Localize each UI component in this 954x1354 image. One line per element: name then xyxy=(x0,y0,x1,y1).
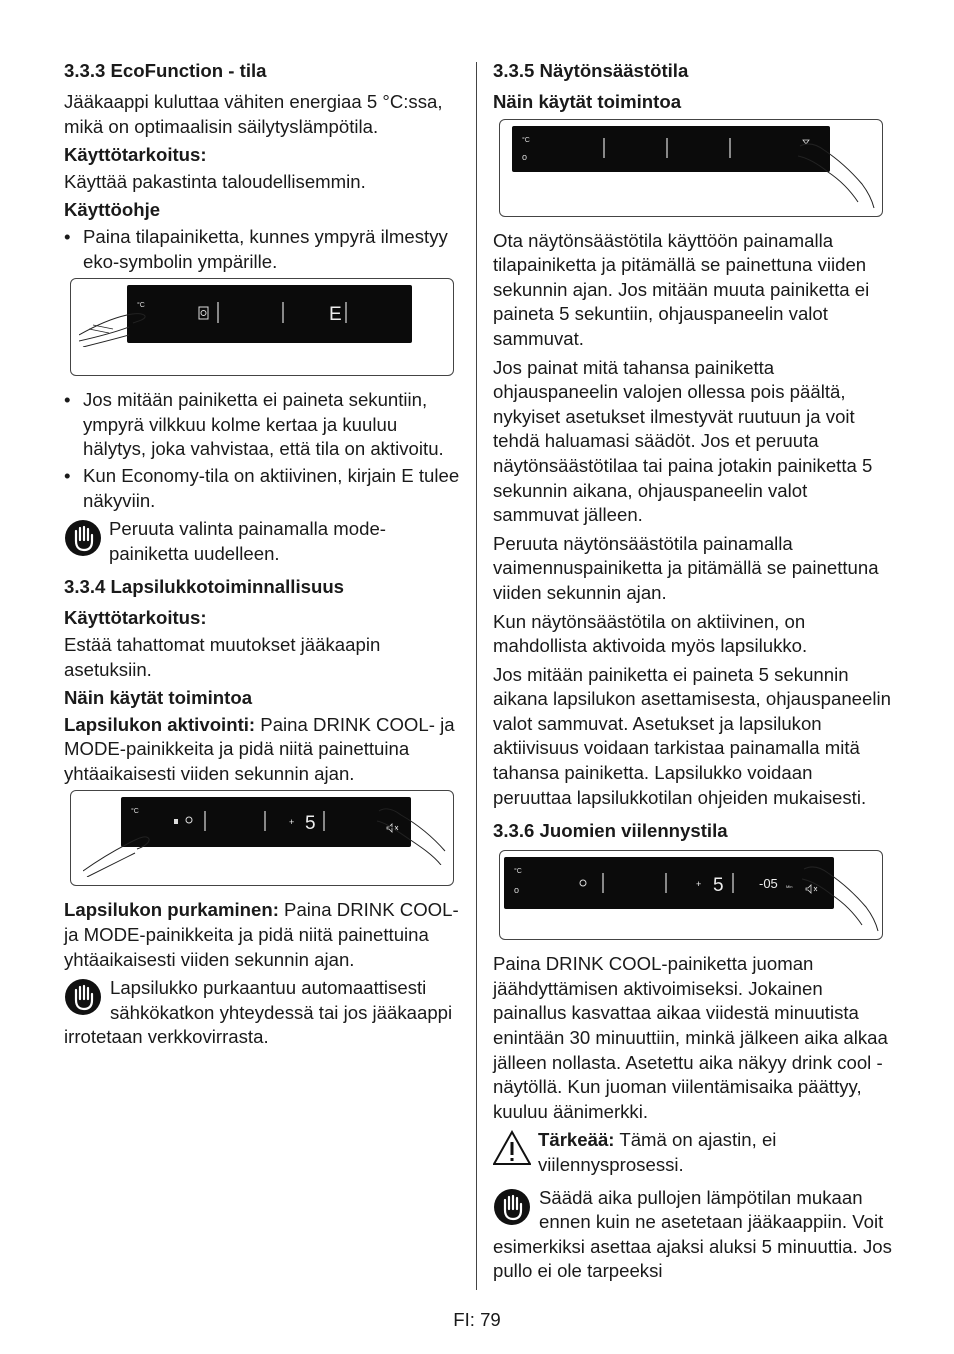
child-note xyxy=(64,976,462,1050)
finger-pointer-icon xyxy=(802,863,882,933)
child-activate-paragraph xyxy=(64,713,462,787)
hand-stop-icon xyxy=(64,519,102,557)
eco-note-text: Peruuta valinta painamalla mode-painiketta uudelleen. xyxy=(109,518,386,564)
saver-howto-label: Näin käytät toimintoa xyxy=(493,91,682,112)
warning-label: Tärkeää: xyxy=(538,1129,615,1151)
economy-letter: E xyxy=(329,304,342,326)
eco-purpose-text: Käyttää pakastinta taloudellisemmin. xyxy=(64,170,366,192)
eco-note xyxy=(64,517,462,566)
control-panel-display xyxy=(127,285,412,343)
control-panel-display xyxy=(512,126,830,172)
plus-sign: + xyxy=(289,817,295,828)
child-release-label: Lapsilukon purkaminen: xyxy=(64,899,279,921)
panel-graphics xyxy=(127,285,412,343)
child-lock-heading: 3.3.4 Lapsilukkotoiminnallisuus xyxy=(64,576,345,598)
zero-indicator: o xyxy=(514,885,520,896)
eco-bullet-1: • Paina tilapainiketta, kunnes ympyrä ilmestyy eko-symbolin ympärille. xyxy=(64,225,462,274)
celsius-label: °C xyxy=(137,302,145,310)
panel-graphics xyxy=(504,857,834,909)
warning-triangle-icon xyxy=(493,1130,531,1166)
eco-bullet-2: • Jos mitään painiketta ei paineta sekuntiin, ympyrä vilkkuu kolme kertaa ja kuuluu hälytys, joka vahvistaa, että tila on aktivoitu. xyxy=(64,388,462,462)
panel-graphics xyxy=(512,126,830,172)
hand-stop-icon xyxy=(64,978,102,1016)
saver-paragraph-3: Peruuta näytönsäästötila painamalla vaimennuspainiketta ja pitämällä se painettuna viiden sekunnin ajan. xyxy=(493,532,879,603)
right-column xyxy=(493,58,893,1292)
warning-text: Tämä on ajastin, ei viilennysprosessi. xyxy=(538,1129,777,1175)
temperature-digit: 5 xyxy=(713,875,724,897)
lock-icon xyxy=(174,819,178,824)
page-number: FI: 79 xyxy=(453,1309,501,1330)
eco-bullet-list xyxy=(64,225,462,274)
eco-bullet-3: • Kun Economy-tila on aktiivinen, kirjain E tulee näkyviin. xyxy=(64,464,462,513)
drink-cool-paragraph: Paina DRINK COOL-painiketta juoman jäähdyttämisen aktivoimiseksi. Jokainen painallus kasvattaa aikaa viidestä minuutista enintään 30 minuuttiin, minkä jälkeen aika alkaa jälleen nollasta. Asetettu aika näkyy drink cool -näytöllä. Kun juoman viilentämisaika päättyy, kuuluu äänimerkki. xyxy=(493,953,888,1122)
finger-pointer-icon xyxy=(79,307,159,347)
child-note-text: Lapsilukko purkaantuu automaattisesti sähkökatkon yhteydessä tai jos jääkaappi irrotetaan verkkovirrasta. xyxy=(64,977,453,1048)
saver-paragraph-1: Ota näytönsäästötila käyttöön painamalla tilapainiketta ja pitämällä se painettuna viiden sekunnin ajan. Jos mitään muuta painiketta ei paineta 5 sekuntiin, ohjauspaneelin valot sammuvat. xyxy=(493,229,870,349)
child-activate-label: Lapsilukon aktivointi: xyxy=(64,713,256,735)
child-release-paragraph xyxy=(64,898,462,972)
drink-time-unit: Min xyxy=(786,884,793,890)
eco-bullet-list-continued xyxy=(64,388,462,513)
drink-cool-heading: 3.3.6 Juomien viilennystila xyxy=(493,820,728,842)
eco-circle-icon xyxy=(186,817,192,823)
child-purpose-label: Käyttötarkoitus: xyxy=(64,607,207,629)
zero-indicator: o xyxy=(522,151,528,162)
left-column xyxy=(64,58,462,1058)
child-purpose-text: Estää tahattomat muutokset jääkaapin asetuksiin. xyxy=(64,633,381,680)
screen-saver-figure xyxy=(499,119,883,217)
drink-cool-figure xyxy=(499,850,883,940)
saver-paragraph-4: Kun näytönsäästötila on aktiivinen, on mahdollista aktivoida myös lapsilukko. xyxy=(493,610,808,657)
child-howto-label: Näin käytät toimintoa xyxy=(64,687,253,709)
saver-heading: 3.3.5 Näytönsäästötila xyxy=(493,60,689,81)
eco-circle-icon xyxy=(580,880,586,886)
celsius-label: °C xyxy=(522,136,530,144)
hand-stop-icon xyxy=(493,1188,531,1226)
eco-heading: 3.3.3 EcoFunction - tila xyxy=(64,60,267,81)
eco-circle-icon xyxy=(201,311,206,316)
finger-pointer-icon xyxy=(798,140,878,210)
eco-purpose-label: Käyttötarkoitus: xyxy=(64,144,207,166)
child-release-text: Paina DRINK COOL- ja MODE-painikkeita ja pidä niitä painettuina yhtäaikaisesti viiden sekunnin ajan. xyxy=(64,899,459,970)
saver-paragraph-2: Jos painat mitä tahansa painiketta ohjauspaneelin valojen ollessa pois päältä, nykyiset asetukset ilmestyvät ruutuun ja voit tehdä haluamasi säädöt. Jos et peruuta näytönsäästötilaa tai paina jotakin painiketta 5 sekunnin aikana, ohjauspaneelin valot sammuvat jälleen. xyxy=(493,356,873,526)
drink-time-display: -05 xyxy=(759,876,778,892)
right-finger-pointer-icon xyxy=(375,801,453,865)
plus-sign: + xyxy=(696,879,702,890)
eco-intro: Jääkaappi kuluttaa vähiten energiaa 5 °C:ssa, mikä on optimaalisin säilytyslämpötila. xyxy=(64,91,443,137)
celsius-label: °C xyxy=(131,808,139,816)
child-lock-figure xyxy=(70,790,454,886)
drink-note xyxy=(493,1186,893,1284)
drink-note-text: Säädä aika pullojen lämpötilan mukaan ennen kuin ne asetetaan jääkaappiin. Voit esimerkiksi asettaa ajaksi aluksi 5 minuuttia. Jos pullo ei ole tarpeeksi xyxy=(493,1186,892,1282)
column-divider xyxy=(476,62,477,1290)
celsius-label: °C xyxy=(514,868,522,876)
eco-howto-label: Käyttöohje xyxy=(64,199,161,221)
saver-paragraph-5: Jos mitään painiketta ei paineta 5 sekunnin aikana lapsilukon asettamisesta, ohjauspaneelin valot sammuvat. Asetukset ja lapsilukon aktiivisuus voidaan tarkistaa painamalla mitä tahansa painiketta. Lapsilukko voidaan peruuttaa lapsilukkotilan ohjeiden mukaisesti. xyxy=(493,663,891,808)
control-panel-display xyxy=(504,857,834,909)
eco-panel-figure xyxy=(70,278,454,376)
temperature-digit: 5 xyxy=(305,813,316,835)
left-finger-pointer-icon xyxy=(83,821,167,877)
eco-symbol-icon xyxy=(199,307,208,319)
warning-note xyxy=(493,1128,893,1177)
child-activate-text: Paina DRINK COOL- ja MODE-painikkeita ja pidä niitä painettuina yhtäaikaisesti viiden sekunnin ajan. xyxy=(64,713,455,784)
